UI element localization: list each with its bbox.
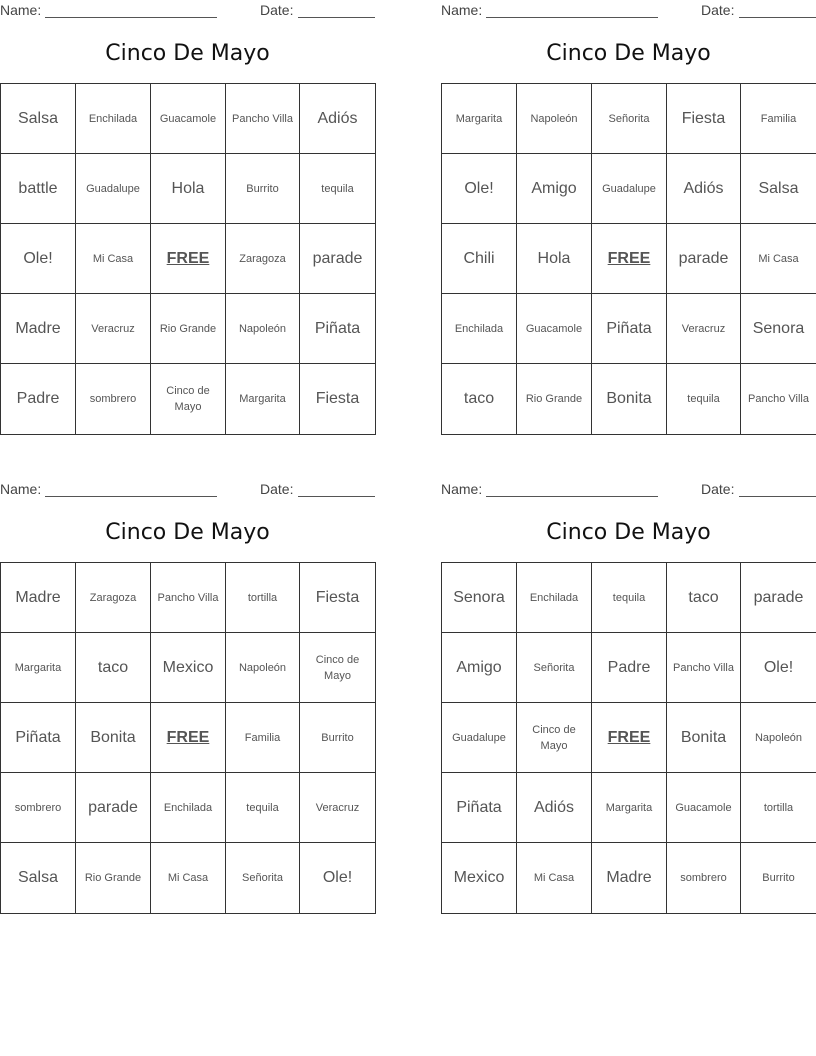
date-blank-line	[298, 496, 375, 497]
bingo-cell: Cinco de Mayo	[299, 632, 376, 703]
bingo-cell: Madre	[0, 293, 76, 364]
bingo-cell: Mi Casa	[75, 223, 151, 294]
name-label: Name:	[441, 481, 483, 497]
bingo-cell: Señorita	[591, 83, 667, 154]
bingo-cell: Enchilada	[150, 772, 226, 843]
name-label: Name:	[0, 481, 42, 497]
bingo-cell: Enchilada	[516, 562, 592, 633]
name-blank-line	[486, 496, 658, 497]
name-blank-line	[486, 17, 658, 18]
bingo-cell: Adiós	[516, 772, 592, 843]
bingo-cell: Guadalupe	[591, 153, 667, 224]
card-title: Cinco De Mayo	[105, 520, 270, 545]
bingo-cell: Chili	[441, 223, 517, 294]
card-header	[0, 481, 375, 499]
bingo-cell: Margarita	[0, 632, 76, 703]
bingo-cell: Guacamole	[516, 293, 592, 364]
bingo-cell: Zaragoza	[225, 223, 300, 294]
bingo-cell: Bonita	[666, 702, 741, 773]
bingo-cell: taco	[75, 632, 151, 703]
bingo-cell: Cinco de Mayo	[516, 702, 592, 773]
bingo-cell: Mi Casa	[150, 842, 226, 914]
bingo-cell: tequila	[591, 562, 667, 633]
bingo-cell: Senora	[740, 293, 816, 364]
bingo-cell: Pancho Villa	[150, 562, 226, 633]
bingo-cell: Burrito	[299, 702, 376, 773]
bingo-cell: Veracruz	[75, 293, 151, 364]
bingo-cell: Familia	[225, 702, 300, 773]
bingo-cell: Pancho Villa	[666, 632, 741, 703]
bingo-cell: Padre	[0, 363, 76, 435]
bingo-cell: Enchilada	[75, 83, 151, 154]
card-title: Cinco De Mayo	[105, 41, 270, 66]
date-label: Date:	[701, 481, 735, 497]
bingo-cell: Mi Casa	[516, 842, 592, 914]
bingo-cell: tortilla	[740, 772, 816, 843]
free-space-cell: FREE	[150, 223, 226, 294]
bingo-cell: Napoleón	[225, 632, 300, 703]
bingo-cell: tortilla	[225, 562, 300, 633]
bingo-cell: Adiós	[666, 153, 741, 224]
bingo-cell: Salsa	[740, 153, 816, 224]
bingo-cell: parade	[299, 223, 376, 294]
bingo-cell: Rio Grande	[150, 293, 226, 364]
bingo-cell: tequila	[299, 153, 376, 224]
bingo-cell: Madre	[591, 842, 667, 914]
bingo-cell: Señorita	[516, 632, 592, 703]
bingo-cell: Ole!	[0, 223, 76, 294]
bingo-cell: sombrero	[666, 842, 741, 914]
date-blank-line	[739, 17, 816, 18]
bingo-card-3	[0, 479, 375, 913]
bingo-cell: Piñata	[591, 293, 667, 364]
free-space-cell: FREE	[591, 702, 667, 773]
bingo-cell: Piñata	[441, 772, 517, 843]
bingo-cell: Enchilada	[441, 293, 517, 364]
bingo-cell: tequila	[225, 772, 300, 843]
bingo-cell: Margarita	[225, 363, 300, 435]
bingo-cell: battle	[0, 153, 76, 224]
date-blank-line	[298, 17, 375, 18]
bingo-cell: Mexico	[441, 842, 517, 914]
bingo-cell: Napoleón	[225, 293, 300, 364]
bingo-cell: Amigo	[516, 153, 592, 224]
bingo-cell: parade	[740, 562, 816, 633]
bingo-cell: Fiesta	[299, 363, 376, 435]
bingo-cell: taco	[441, 363, 517, 435]
bingo-cell: Padre	[591, 632, 667, 703]
bingo-cell: parade	[666, 223, 741, 294]
bingo-cell: sombrero	[75, 363, 151, 435]
bingo-grid	[441, 83, 816, 434]
name-blank-line	[45, 17, 217, 18]
bingo-cell: Ole!	[441, 153, 517, 224]
card-title: Cinco De Mayo	[546, 41, 711, 66]
bingo-cell: Guadalupe	[75, 153, 151, 224]
name-label: Name:	[441, 2, 483, 18]
bingo-cell: Señorita	[225, 842, 300, 914]
bingo-cell: taco	[666, 562, 741, 633]
bingo-cell: Napoleón	[740, 702, 816, 773]
bingo-grid	[0, 562, 375, 913]
name-blank-line	[45, 496, 217, 497]
card-header	[441, 481, 816, 499]
bingo-cell: Burrito	[225, 153, 300, 224]
bingo-cell: Rio Grande	[75, 842, 151, 914]
bingo-cell: Piñata	[0, 702, 76, 773]
bingo-cell: Guadalupe	[441, 702, 517, 773]
bingo-cell: Zaragoza	[75, 562, 151, 633]
bingo-cell: Guacamole	[150, 83, 226, 154]
bingo-cell: Veracruz	[299, 772, 376, 843]
bingo-cell: sombrero	[0, 772, 76, 843]
name-label: Name:	[0, 2, 42, 18]
date-label: Date:	[260, 2, 294, 18]
bingo-cell: parade	[75, 772, 151, 843]
free-space-cell: FREE	[591, 223, 667, 294]
bingo-cell: Mi Casa	[740, 223, 816, 294]
bingo-cell: Guacamole	[666, 772, 741, 843]
bingo-cell: Margarita	[441, 83, 517, 154]
bingo-grid	[0, 83, 375, 434]
bingo-cell: Veracruz	[666, 293, 741, 364]
card-header	[0, 2, 375, 20]
bingo-card-2	[441, 0, 816, 434]
card-header	[441, 2, 816, 20]
free-space-cell: FREE	[150, 702, 226, 773]
bingo-cell: Bonita	[75, 702, 151, 773]
bingo-cell: Piñata	[299, 293, 376, 364]
bingo-cell: Fiesta	[299, 562, 376, 633]
bingo-cell: Adiós	[299, 83, 376, 154]
bingo-cell: Bonita	[591, 363, 667, 435]
bingo-cell: Napoleón	[516, 83, 592, 154]
bingo-cell: tequila	[666, 363, 741, 435]
date-blank-line	[739, 496, 816, 497]
bingo-card-1	[0, 0, 375, 434]
bingo-cell: Fiesta	[666, 83, 741, 154]
bingo-cell: Amigo	[441, 632, 517, 703]
bingo-cell: Hola	[150, 153, 226, 224]
date-label: Date:	[701, 2, 735, 18]
bingo-cell: Salsa	[0, 83, 76, 154]
bingo-cell: Burrito	[740, 842, 816, 914]
date-label: Date:	[260, 481, 294, 497]
bingo-cell: Familia	[740, 83, 816, 154]
bingo-cell: Senora	[441, 562, 517, 633]
bingo-cell: Pancho Villa	[740, 363, 816, 435]
bingo-cell: Pancho Villa	[225, 83, 300, 154]
bingo-cell: Cinco de Mayo	[150, 363, 226, 435]
bingo-cell: Salsa	[0, 842, 76, 914]
bingo-card-4	[441, 479, 816, 913]
card-title: Cinco De Mayo	[546, 520, 711, 545]
bingo-cell: Mexico	[150, 632, 226, 703]
bingo-cell: Madre	[0, 562, 76, 633]
bingo-cell: Ole!	[299, 842, 376, 914]
bingo-cell: Rio Grande	[516, 363, 592, 435]
bingo-cell: Hola	[516, 223, 592, 294]
bingo-cell: Margarita	[591, 772, 667, 843]
bingo-grid	[441, 562, 816, 913]
bingo-cell: Ole!	[740, 632, 816, 703]
